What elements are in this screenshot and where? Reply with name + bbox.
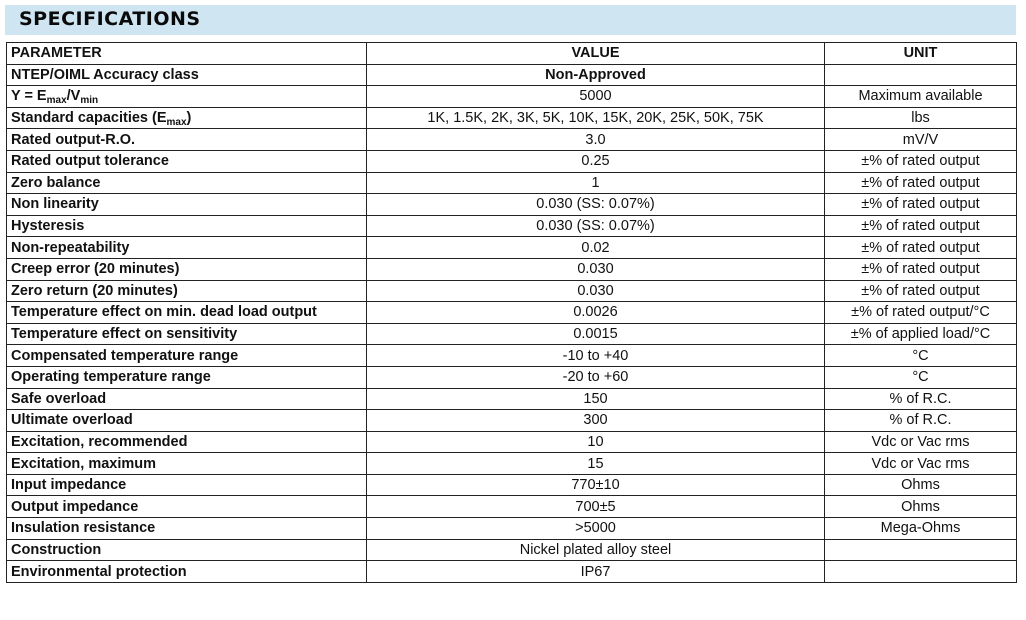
unit-cell: lbs [825, 107, 1017, 129]
table-row [7, 215, 1017, 237]
unit-cell [825, 561, 1017, 583]
parameter-cell: Compensated temperature range [7, 345, 367, 367]
table-row [7, 194, 1017, 216]
table-row [7, 431, 1017, 453]
unit-cell: ±% of rated output [825, 258, 1017, 280]
parameter-cell: Rated output tolerance [7, 150, 367, 172]
parameter-cell: Zero return (20 minutes) [7, 280, 367, 302]
table-row [7, 107, 1017, 129]
parameter-cell: Hysteresis [7, 215, 367, 237]
unit-cell [825, 539, 1017, 561]
section-header [5, 5, 1016, 35]
unit-cell: Maximum available [825, 86, 1017, 108]
table-row [7, 129, 1017, 151]
table-row [7, 410, 1017, 432]
specifications-table [6, 42, 1017, 583]
table-row [7, 561, 1017, 583]
unit-cell: mV/V [825, 129, 1017, 151]
parameter-cell: Environmental protection [7, 561, 367, 583]
table-row [7, 453, 1017, 475]
value-cell: -20 to +60 [367, 366, 825, 388]
value-cell: 0.02 [367, 237, 825, 259]
table-row [7, 86, 1017, 108]
unit-cell: % of R.C. [825, 388, 1017, 410]
unit-cell: ±% of rated output [825, 194, 1017, 216]
subscript-max: max [166, 117, 187, 129]
parameter-cell: Temperature effect on sensitivity [7, 323, 367, 345]
subscript-min: min [80, 95, 99, 107]
column-header-unit: UNIT [825, 43, 1017, 65]
table-row [7, 237, 1017, 259]
parameter-text: /V [66, 88, 81, 105]
value-cell: Non-Approved [367, 64, 825, 86]
unit-cell: Mega-Ohms [825, 518, 1017, 540]
unit-cell: % of R.C. [825, 410, 1017, 432]
parameter-cell: Ultimate overload [7, 410, 367, 432]
parameter-cell: Input impedance [7, 474, 367, 496]
unit-cell: ±% of rated output [825, 237, 1017, 259]
table-row [7, 496, 1017, 518]
table-row [7, 150, 1017, 172]
value-cell: -10 to +40 [367, 345, 825, 367]
unit-cell: ±% of rated output [825, 215, 1017, 237]
parameter-cell: Insulation resistance [7, 518, 367, 540]
value-cell: Nickel plated alloy steel [367, 539, 825, 561]
unit-cell: ±% of applied load/°C [825, 323, 1017, 345]
value-cell: IP67 [367, 561, 825, 583]
table-row [7, 366, 1017, 388]
parameter-cell: Operating temperature range [7, 366, 367, 388]
value-cell: 0.25 [367, 150, 825, 172]
value-cell: 0.030 [367, 280, 825, 302]
table-row [7, 539, 1017, 561]
unit-cell: °C [825, 366, 1017, 388]
table-row [7, 388, 1017, 410]
value-cell: 5000 [367, 86, 825, 108]
table-row [7, 302, 1017, 324]
parameter-text: Standard capacities (E [11, 110, 167, 127]
parameter-cell: Temperature effect on min. dead load output [7, 302, 367, 324]
parameter-cell: Non-repeatability [7, 237, 367, 259]
unit-cell: ±% of rated output [825, 172, 1017, 194]
value-cell: 0.0015 [367, 323, 825, 345]
value-cell: 0.030 (SS: 0.07%) [367, 194, 825, 216]
value-cell: >5000 [367, 518, 825, 540]
value-cell: 300 [367, 410, 825, 432]
parameter-cell: Excitation, maximum [7, 453, 367, 475]
subscript-max: max [46, 95, 67, 107]
parameter-cell [7, 107, 367, 129]
value-cell: 1K, 1.5K, 2K, 3K, 5K, 10K, 15K, 20K, 25K, 50K, 75K [367, 107, 825, 129]
table-row [7, 280, 1017, 302]
value-cell: 0.030 (SS: 0.07%) [367, 215, 825, 237]
unit-cell: Ohms [825, 496, 1017, 518]
table-row [7, 518, 1017, 540]
parameter-cell: Rated output-R.O. [7, 129, 367, 151]
unit-cell: Vdc or Vac rms [825, 431, 1017, 453]
parameter-cell: Zero balance [7, 172, 367, 194]
value-cell: 1 [367, 172, 825, 194]
unit-cell: ±% of rated output/°C [825, 302, 1017, 324]
value-cell: 10 [367, 431, 825, 453]
unit-cell: ±% of rated output [825, 280, 1017, 302]
unit-cell: Vdc or Vac rms [825, 453, 1017, 475]
unit-cell [825, 64, 1017, 86]
column-header-value: VALUE [367, 43, 825, 65]
column-header-parameter: PARAMETER [7, 43, 367, 65]
table-row [7, 474, 1017, 496]
unit-cell: °C [825, 345, 1017, 367]
table-row [7, 258, 1017, 280]
parameter-cell: Output impedance [7, 496, 367, 518]
parameter-cell: Creep error (20 minutes) [7, 258, 367, 280]
value-cell: 0.0026 [367, 302, 825, 324]
unit-cell: Ohms [825, 474, 1017, 496]
value-cell: 150 [367, 388, 825, 410]
parameter-cell [7, 86, 367, 108]
value-cell: 770±10 [367, 474, 825, 496]
table-row [7, 345, 1017, 367]
parameter-text: Y = E [11, 88, 47, 105]
table-header-row [7, 43, 1017, 65]
parameter-text: ) [186, 110, 192, 127]
section-title: SPECIFICATIONS [19, 8, 201, 30]
table-row [7, 64, 1017, 86]
parameter-cell: NTEP/OIML Accuracy class [7, 64, 367, 86]
value-cell: 700±5 [367, 496, 825, 518]
parameter-cell: Construction [7, 539, 367, 561]
parameter-cell: Safe overload [7, 388, 367, 410]
value-cell: 15 [367, 453, 825, 475]
unit-cell: ±% of rated output [825, 150, 1017, 172]
table-row [7, 172, 1017, 194]
value-cell: 3.0 [367, 129, 825, 151]
parameter-cell: Excitation, recommended [7, 431, 367, 453]
value-cell: 0.030 [367, 258, 825, 280]
parameter-cell: Non linearity [7, 194, 367, 216]
table-row [7, 323, 1017, 345]
